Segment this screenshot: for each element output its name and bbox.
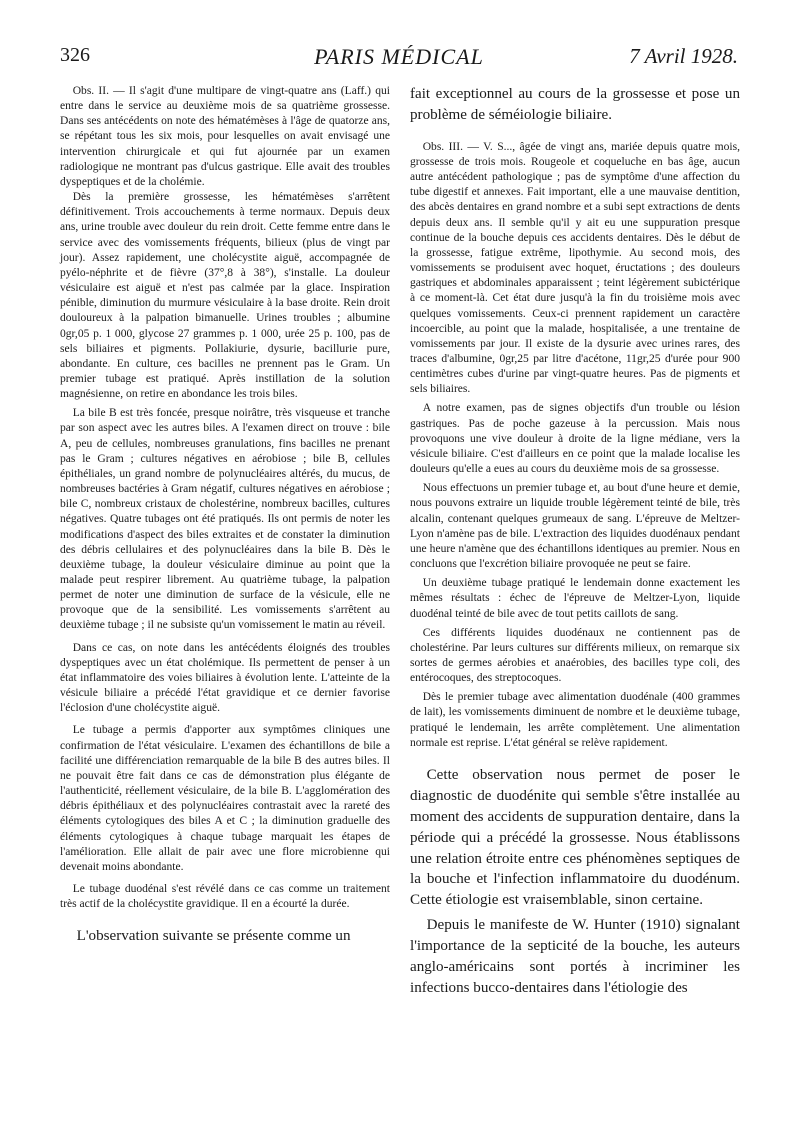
paragraph: Dans ce cas, on note dans les antécédents éloignés des troubles dyspeptiques avec un état cholémique. Ils permettent de penser à un état inflammatoire des voies biliaires à évolution lente. L'atteinte de la vésicule biliaire a précédé l'état gravidique et ce dernier favorise l'éclosion d'une cholécystite aiguë.	[60, 641, 390, 715]
continued-paragraph: fait exceptionnel au cours de la grossesse et pose un problème de séméiologie biliaire.	[410, 86, 740, 123]
issue-date: 7 Avril 1928.	[629, 44, 738, 68]
paragraph: La bile B est très foncée, presque noirâtre, très visqueuse et tranche par son aspect avec les autres biles. A l'examen direct on trouve : bile A, peu de cellules, nombreuses granulations, fins bacilles ne prenant pas le Gram ; cultures négatives en aérobiose ; bile B, cellules épithéliales, un grand nombre de polynucléaires altérés, du mucus, de nombreuses bactéries à Gram négatif, cultures négatives en aérobiose ; bile C, nombreux cristaux de cholestérine, nombreux bacilles, cultures négatives. Quatre tubages ont été pratiqués. Ils ont permis de noter les modifications d'aspect des biles extraites et de constater la diminution des débris cellulaires et des polynucléaires dans la bile B. Dès le deuxième tubage, la douleur vésiculaire diminue au point que la malade peut respirer librement. Au quatrième tubage, la palpation permet de noter une diminution de surface de la vésicule, elle ne provoque que de la sensibilité. Les vomissements s'arrêtent au deuxième tubage ; il ne subsiste qu'un vomissement le matin au réveil.	[60, 407, 390, 632]
paragraph: Depuis le manifeste de W. Hunter (1910) signalant l'importance de la septicité de la bouche, les auteurs anglo-américains sont portés à incriminer les infections bucco-dentaires dans l'étiologie des	[410, 917, 740, 996]
paragraph-obs-ii: Obs. II. — Il s'agit d'une multipare de vingt-quatre ans (Laff.) qui entre dans le service au deuxième mois de sa quatrième grossesse. Dans ses antécédents on note des hématémèses à l'âge de quatorze ans, se répétant tous les six mois, pour lesquelles on avait envisagé une intervention chirurgicale et qui fut ajournée par un examen radiologique ne montrant pas d'ulcus gastrique. Elle avait des troubles dyspeptiques et de la cholémie.	[60, 85, 390, 188]
paragraph: Le tubage a permis d'apporter aux symptômes cliniques une confirmation de l'état vésiculaire. L'examen des échantillons de bile a facilité une différenciation remarquable de la bile B des autres biles. Il ne pouvait être fait dans ce cas de démonstration plus élégante de l'authenticité, réellement vésiculaire, de la bile B. L'agglomération des débris épithéliaux et des polynucléaires contrastait avec la rareté des éléments cytologiques des biles A et C ; la diminution graduelle des éléments cytologiques à chaque tubage marquait les étapes de l'amélioration. Elle allait de pair avec une flore microbienne qui devenait moins abondante.	[60, 724, 390, 873]
right-column-large-text	[410, 765, 740, 999]
paragraph: Dès la première grossesse, les hématémèses s'arrêtent définitivement. Trois accouchements à terme normaux. Depuis deux ans, urine trouble avec douleur du rein droit. Cette femme entre dans le service avec des vomissements fréquents, bilieux (plus de vingt par jour). Assez rapidement, une cholécystite aiguë, accompagnée de pyélo-néphrite et de fièvre (37°,8 à 38°), s'installe. La douleur vésiculaire est aiguë et n'est pas calmée par la glace. Inspiration pénible, diminution du murmure vésiculaire à la base droite. Rein droit douloureux à la palpation bimanuelle. Urines troubles ; albumine 0gr,05 p. 1 000, glycose 27 grammes p. 1 000, urée 25 p. 100, pas de sels biliaires et pigments. Pollakiurie, dysurie, bacillurie pure, abondante. En culture, ces bacilles ne prennent pas le Gram. Un premier tubage est pratiqué. Après instillation de la solution magnésienne, on retire en abondance les trois biles.	[60, 191, 390, 401]
paragraph: Nous effectuons un premier tubage et, au bout d'une heure et demie, nous pouvons extraire un liquide trouble légèrement teinté de bile, très alcalin, contenant quelques grumeaux de sang. L'épreuve de Meltzer-Lyon n'amène pas de bile. L'extraction des liquides duodénaux pendant une heure n'amène que des échantillons identiques au premier. Nous en concluons que l'excrétion biliaire provoquée ne peut se faire.	[410, 482, 740, 571]
paragraph: Un deuxième tubage pratiqué le lendemain donne exactement les mêmes résultats : échec de l'épreuve de Meltzer-Lyon, liquide duodénal teinté de bile avec de tout petits caillots de sang.	[410, 577, 740, 620]
paragraph-obs-iii: Obs. III. — V. S..., âgée de vingt ans, mariée depuis quatre mois, grossesse de trois mois. Rougeole et coqueluche en bas âge, aucun autre antécédent pathologique ; pas de symptôme d'une affection du tube digestif et annexes. Fait important, elle a une mauvaise dentition, des abcès dentaires en grand nombre et a subi sept extractions de dents depuis deux ans. Il semble qu'il y ait eu une suppuration presque continue de la bouche depuis ces accidents dentaires. Dès le début de la grossesse, fatigue extrême, lipothymie. Au second mois, des vomissements se produisent avec hoquet, éructations ; des douleurs gastriques et abdominales apparaissent ; teint légèrement subictérique à ce moment-là. Cet état dure jusqu'à la fin du troisième mois avec quelques vomissements. Ceux-ci prennent rapidement un caractère incoercible, au point que la malade, hospitalisée, a une trentaine de vomissements par jour. Il existe de la dysurie avec urines rares, des traces d'albumine, 0gr,25 par litre d'acétone, 11gr,25 d'urée pour 900 centimètres cubes d'urine par vingt-quatre heures. Pas de pigments et sels biliaires.	[410, 140, 740, 396]
left-column-closing	[60, 926, 390, 947]
right-column-body	[410, 140, 740, 751]
paragraph: Cette observation nous permet de poser le diagnostic de duodénite qui semble s'être installée au moment des accidents de suppuration dentaire, dans la période qui a précédé la grossesse. Nous établissons une relation étroite entre ces phénomènes septiques de la bouche et l'infection inflammatoire du duodénum. Cette étiologie est vraisemblable, sinon certaine.	[410, 766, 740, 909]
right-column	[410, 84, 740, 999]
page-number: 326	[60, 44, 90, 66]
running-header	[60, 44, 738, 74]
left-column-body	[60, 84, 390, 912]
right-column-opening	[410, 84, 740, 126]
journal-title: PARIS MÉDICAL	[314, 44, 484, 69]
paragraph: Ces différents liquides duodénaux ne contiennent pas de cholestérine. Par leurs cultures sur différents milieux, on remarque six sortes de germes aérobies et anaérobies, des bacilles type coli, des entérocoques, des streptocoques.	[410, 626, 740, 685]
paragraph: Le tubage duodénal s'est révélé dans ce cas comme un traitement très actif de la cholécystite gravidique. Il en a écourté la durée.	[60, 882, 390, 911]
closing-paragraph: L'observation suivante se présente comme un	[76, 928, 351, 945]
paragraph: Dès le premier tubage avec alimentation duodénale (400 grammes de lait), les vomissements diminuent de nombre et le deuxième tubage, pratiqué le lendemain, les arrête complètement. Une alimentation normale est reprise. L'état général se relève rapidement.	[410, 691, 740, 749]
left-column	[60, 84, 390, 947]
paragraph: A notre examen, pas de signes objectifs d'un trouble ou lésion gastriques. Pas de poche gazeuse à la percussion. Mais nous provoquons une vive douleur à droite de la ligne médiane, vers la vésicule biliaire. C'est d'ailleurs en ce point que la malade localise les douleurs qu'elle a eues au cours du deuxième mois de sa grossesse.	[410, 402, 740, 476]
